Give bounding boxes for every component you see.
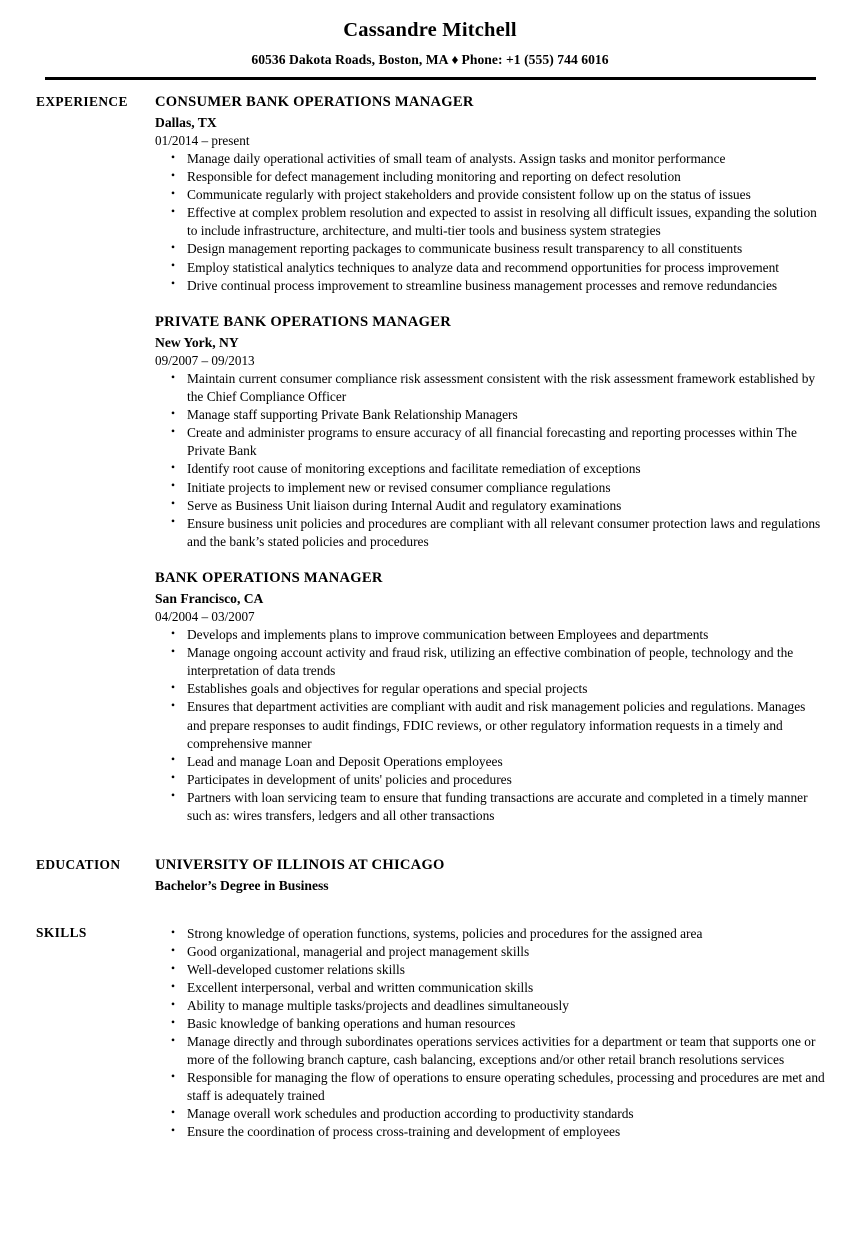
section-label-education: EDUCATION xyxy=(36,856,121,872)
list-item: • Manage daily operational activities of small team of analysts. Assign tasks and monitor performance xyxy=(155,150,828,168)
job-title: PRIVATE BANK OPERATIONS MANAGER xyxy=(155,313,452,330)
list-item: • Manage directly and through subordinates operations services activities for a department or team that supports one or more of the following branch capture, cash balancing, exceptions and/or other retail branch resolutions services xyxy=(155,1033,828,1069)
job-bullets xyxy=(155,150,828,294)
list-item: • Ensure business unit policies and procedures are compliant with all relevant consumer protection laws and regulations and the bank’s stated policies and procedures xyxy=(155,515,828,551)
job-location: San Francisco, CA xyxy=(155,590,264,606)
list-item: • Manage overall work schedules and production according to productivity standards xyxy=(155,1105,828,1123)
list-item: • Responsible for defect management including monitoring and reporting on defect resolution xyxy=(155,168,828,186)
list-item: • Create and administer programs to ensure accuracy of all financial forecasting and reporting processes within The Private Bank xyxy=(155,424,828,460)
contact-line xyxy=(0,52,860,68)
job-dates: 09/2007 – 09/2013 xyxy=(155,352,255,368)
contact-phone: Phone: +1 (555) 744 6016 xyxy=(461,51,609,67)
list-item: • Employ statistical analytics techniques to analyze data and recommend opportunities for process improvement xyxy=(155,259,828,277)
contact-address: 60536 Dakota Roads, Boston, MA xyxy=(251,51,449,67)
job-bullets xyxy=(155,370,828,550)
list-item: • Develops and implements plans to improve communication between Employees and departments xyxy=(155,626,828,644)
job-location: Dallas, TX xyxy=(155,114,217,130)
education-degree: Bachelor’s Degree in Business xyxy=(155,877,329,893)
list-item: • Communicate regularly with project stakeholders and provide consistent follow up on the status of issues xyxy=(155,186,828,204)
section-education xyxy=(36,856,828,895)
resume-content xyxy=(0,93,860,1142)
section-label-skills: SKILLS xyxy=(36,925,87,941)
education-list xyxy=(155,856,828,895)
section-label-experience: EXPERIENCE xyxy=(36,93,128,109)
list-item: • Good organizational, managerial and project management skills xyxy=(155,943,828,961)
education-entry xyxy=(155,856,828,895)
list-item: • Drive continual process improvement to streamline business management processes and remove redundancies xyxy=(155,277,828,295)
job-dates: 01/2014 – present xyxy=(155,132,250,148)
list-item: • Effective at complex problem resolution and expected to assist in resolving all difficult issues, expanding the solution to include infrastructure, architecture, and multi-tier tools and business system strategies xyxy=(155,204,828,240)
list-item: • Design management reporting packages to communicate business result transparency to all constituents xyxy=(155,240,828,258)
list-item: • Establishes goals and objectives for regular operations and special projects xyxy=(155,680,828,698)
list-item: • Ensure the coordination of process cross-training and development of employees xyxy=(155,1123,828,1141)
job-bullets xyxy=(155,626,828,824)
section-experience xyxy=(36,93,828,825)
job-title: BANK OPERATIONS MANAGER xyxy=(155,569,383,586)
list-item: • Responsible for managing the flow of operations to ensure operating schedules, processing and procedures are met and staff is adequately trained xyxy=(155,1069,828,1105)
list-item: • Excellent interpersonal, verbal and written communication skills xyxy=(155,979,828,997)
header-divider xyxy=(45,77,816,80)
list-item: • Basic knowledge of banking operations and human resources xyxy=(155,1015,828,1033)
list-item: • Maintain current consumer compliance risk assessment consistent with the risk assessment framework established by the Chief Compliance Officer xyxy=(155,370,828,406)
experience-entry xyxy=(155,93,828,295)
list-item: • Participates in development of units' policies and procedures xyxy=(155,771,828,789)
experience-entry xyxy=(155,569,828,825)
education-school: UNIVERSITY OF ILLINOIS AT CHICAGO xyxy=(155,856,445,873)
list-item: • Ability to manage multiple tasks/projects and deadlines simultaneously xyxy=(155,997,828,1015)
job-title: CONSUMER BANK OPERATIONS MANAGER xyxy=(155,93,474,110)
skills-list xyxy=(155,924,828,1141)
list-item: • Initiate projects to implement new or revised consumer compliance regulations xyxy=(155,479,828,497)
list-item: • Partners with loan servicing team to ensure that funding transactions are accurate and completed in a timely manner such as: wires transfers, ledgers and all other transactions xyxy=(155,789,828,825)
list-item: • Serve as Business Unit liaison during Internal Audit and regulatory examinations xyxy=(155,497,828,515)
job-location: New York, NY xyxy=(155,334,239,350)
job-dates: 04/2004 – 03/2007 xyxy=(155,608,255,624)
skills-bullets xyxy=(155,925,828,1141)
list-item: • Lead and manage Loan and Deposit Operations employees xyxy=(155,753,828,771)
list-item: • Ensures that department activities are compliant with audit and risk management policies and regulations. Manages and prepare responses to audit findings, FDIC reviews, or other regulatory information requests in a timely and comprehensive manner xyxy=(155,698,828,752)
diamond-separator-icon: ♦ xyxy=(451,51,459,67)
list-item: • Manage staff supporting Private Bank Relationship Managers xyxy=(155,406,828,424)
experience-entry xyxy=(155,313,828,551)
list-item: • Strong knowledge of operation functions, systems, policies and procedures for the assigned area xyxy=(155,925,828,943)
list-item: • Identify root cause of monitoring exceptions and facilitate remediation of exceptions xyxy=(155,460,828,478)
list-item: • Manage ongoing account activity and fraud risk, utilizing an effective combination of people, technology and the interpretation of data trends xyxy=(155,644,828,680)
resume-header xyxy=(0,0,860,80)
section-skills xyxy=(36,924,828,1141)
list-item: • Well-developed customer relations skills xyxy=(155,961,828,979)
experience-list xyxy=(155,93,828,825)
candidate-name: Cassandre Mitchell xyxy=(343,19,517,41)
